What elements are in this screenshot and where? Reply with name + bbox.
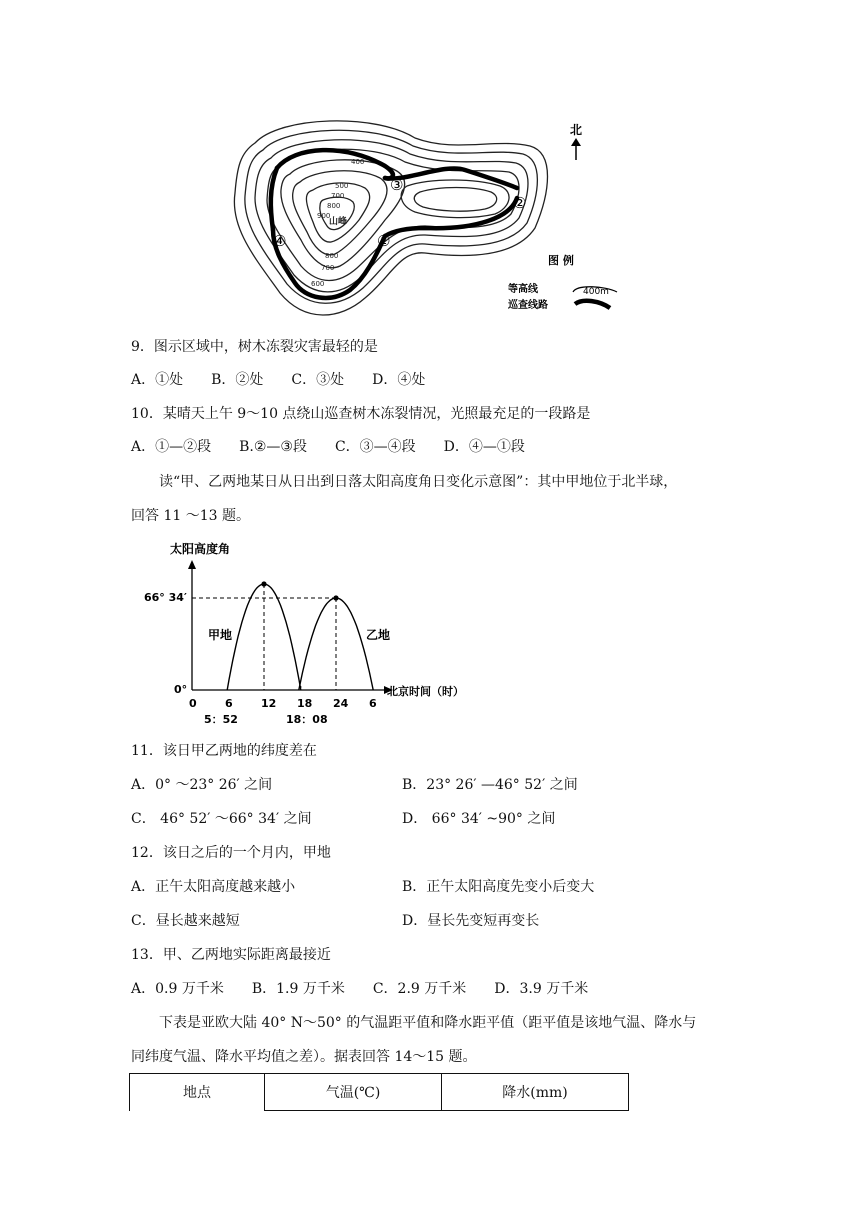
intro2-line1: 下表是亚欧大陆 40° N～50° 的气温距平值和降水距平值（距平值是该地气温、降水与 — [159, 1015, 697, 1031]
y-axis-arrow-icon — [188, 560, 196, 569]
legend-route-label: 巡查线路 — [508, 300, 548, 311]
x-tick-label: 24 — [333, 697, 349, 710]
series-label-yi: 乙地 — [366, 628, 391, 642]
marker-1: ① — [377, 232, 391, 250]
q11-option-c: C． 46° 52′ ～66° 34′ 之间 — [131, 811, 312, 827]
q12-option-b: B．正午太阳高度先变小后变大 — [402, 879, 595, 895]
q10-stem: 10．某晴天上午 9～10 点绕山巡查树木冻裂情况，光照最充足的一段路是 — [131, 406, 591, 422]
contour-label: 700 — [331, 192, 345, 200]
contour-label: 600 — [311, 280, 325, 288]
x-tick-label: 18 — [297, 697, 313, 710]
q10-options: A．①—②段 B.②—③段 C．③—④段 D．④—①段 — [131, 439, 525, 455]
north-label: 北 — [570, 123, 583, 137]
contour-label: 800 — [325, 252, 339, 260]
north-arrowhead-icon — [571, 138, 581, 146]
legend-route-icon — [575, 301, 610, 308]
contour-label: 800 — [327, 202, 341, 210]
intro1-line1: 读“甲、乙两地某日从日出到日落太阳高度角日变化示意图”：其中甲地位于北半球， — [159, 474, 678, 490]
contour-label: 700 — [321, 264, 335, 272]
q9-stem: 9．图示区域中，树木冻裂灾害最轻的是 — [131, 339, 378, 355]
x-tick-label: 0 — [189, 697, 197, 710]
intro2-line2: 同纬度气温、降水平均值之差）。据表回答 14～15 题。 — [131, 1049, 477, 1065]
series-label-jia: 甲地 — [208, 628, 233, 642]
q12-option-a: A．正午太阳高度越来越小 — [131, 879, 296, 895]
y-tick-0: 0° — [174, 683, 188, 696]
table-header-temperature: 气温(℃) — [265, 1074, 442, 1111]
contour-label: 900 — [317, 212, 331, 220]
sunrise-label: 5：52 — [204, 713, 238, 726]
intro1-line2: 回答 11 ～13 题。 — [131, 508, 250, 524]
table-header-row — [130, 1074, 629, 1111]
chart-xlabel: 北京时间（时） — [387, 685, 464, 698]
sunset-label: 18：08 — [286, 713, 328, 726]
q13-options: A．0.9 万千米 B．1.9 万千米 C．2.9 万千米 D．3.9 万千米 — [131, 981, 589, 997]
q13-stem: 13．甲、乙两地实际距离最接近 — [131, 947, 331, 963]
marker-4: ④ — [273, 232, 287, 250]
y-tick-66: 66° 34′ — [144, 591, 187, 604]
legend-title: 图 例 — [548, 254, 574, 267]
contour-map — [225, 108, 645, 330]
q12-option-c: C．昼长越来越短 — [131, 913, 240, 929]
q11-option-d: D． 66° 34′ ~90° 之间 — [402, 811, 556, 827]
sun-altitude-chart — [140, 535, 500, 730]
q12-stem: 12．该日之后的一个月内，甲地 — [131, 845, 331, 861]
q9-options: A．①处 B．②处 C．③处 D．④处 — [131, 372, 426, 388]
peak-label: 山峰 — [329, 217, 348, 227]
marker-2: ② — [513, 194, 527, 212]
chart-ylabel: 太阳高度角 — [170, 542, 231, 556]
x-tick-label: 6 — [225, 697, 233, 710]
legend-contour-value: 400m — [583, 287, 609, 297]
legend-contour-label: 等高线 — [508, 284, 538, 295]
table-header-location: 地点 — [130, 1074, 265, 1111]
q11-option-b: B．23° 26′ —46° 52′ 之间 — [402, 777, 578, 793]
contour-label: 400 — [351, 158, 365, 166]
x-tick-label: 12 — [261, 697, 277, 710]
data-table — [129, 1073, 629, 1111]
table-header-precipitation: 降水(mm) — [442, 1074, 629, 1111]
q11-stem: 11．该日甲乙两地的纬度差在 — [131, 743, 317, 759]
q12-option-d: D．昼长先变短再变长 — [402, 913, 540, 929]
contour-label: 500 — [335, 182, 349, 190]
x-tick-label: 6 — [369, 697, 377, 710]
q11-option-a: A．0° ～23° 26′ 之间 — [131, 777, 273, 793]
marker-3: ③ — [390, 176, 404, 194]
